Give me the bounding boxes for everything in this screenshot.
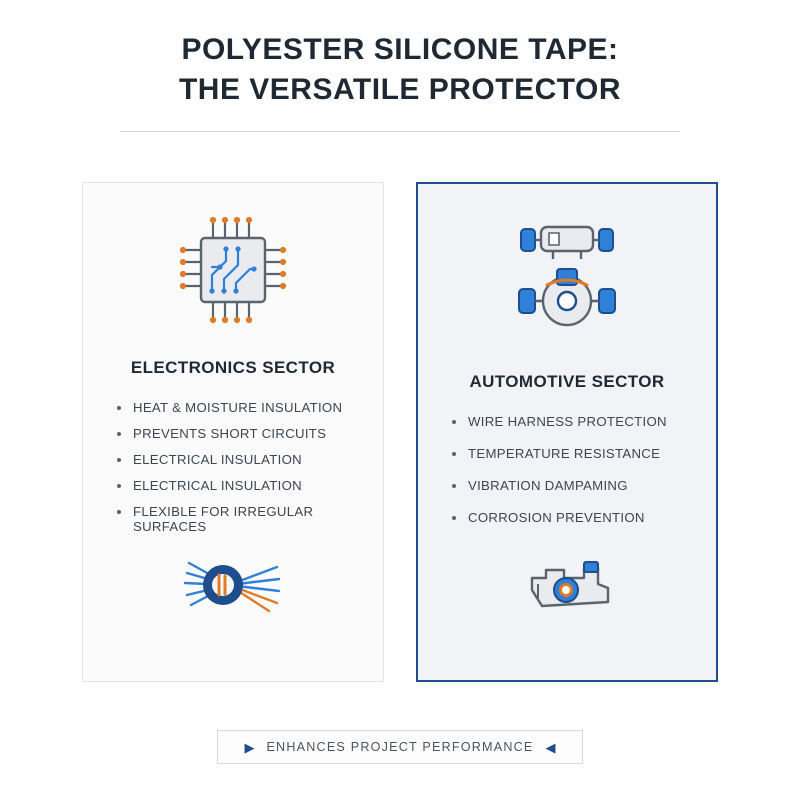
panel-automotive-sector[interactable] xyxy=(416,182,718,682)
page-title-line-2: THE VERSATILE PROTECTOR xyxy=(178,72,622,106)
page-title xyxy=(0,0,800,132)
list-item: TEMPERATURE RESISTANCE xyxy=(452,446,716,461)
engine-block-icon xyxy=(418,544,716,624)
footer xyxy=(0,730,800,764)
benefit-list xyxy=(83,400,383,545)
list-item: FLEXIBLE FOR IRREGULAR SURFACES xyxy=(117,504,383,534)
car-chassis-engine-icon xyxy=(497,184,637,370)
panel-heading: AUTOMOTIVE SECTOR xyxy=(469,372,665,391)
list-item: WIRE HARNESS PROTECTION xyxy=(452,414,716,429)
title-divider xyxy=(120,131,680,132)
list-item: ELECTRICAL INSULATION xyxy=(117,452,383,467)
arrow-right-icon: ▶ xyxy=(244,739,255,755)
microchip-circuit-icon xyxy=(168,183,298,356)
taped-cable-bundle-icon xyxy=(83,545,383,625)
footer-label: ENHANCES PROJECT PERFORMANCE xyxy=(266,740,534,754)
page-title-line-1: POLYESTER SILICONE TAPE: xyxy=(181,33,619,66)
panel-heading: ELECTRONICS SECTOR xyxy=(130,358,336,377)
footer-callout[interactable] xyxy=(217,730,582,764)
list-item: CORROSION PREVENTION xyxy=(452,510,716,525)
list-item: ELECTRICAL INSULATION xyxy=(117,478,383,493)
list-item: HEAT & MOISTURE INSULATION xyxy=(117,400,383,415)
sector-panels xyxy=(82,182,718,682)
panel-electronics-sector[interactable] xyxy=(82,182,384,682)
list-item: VIBRATION DAMPAMING xyxy=(452,478,716,493)
list-item: PREVENTS SHORT CIRCUITS xyxy=(117,426,383,441)
benefit-list xyxy=(418,414,716,542)
arrow-left-icon: ◀ xyxy=(545,739,556,755)
